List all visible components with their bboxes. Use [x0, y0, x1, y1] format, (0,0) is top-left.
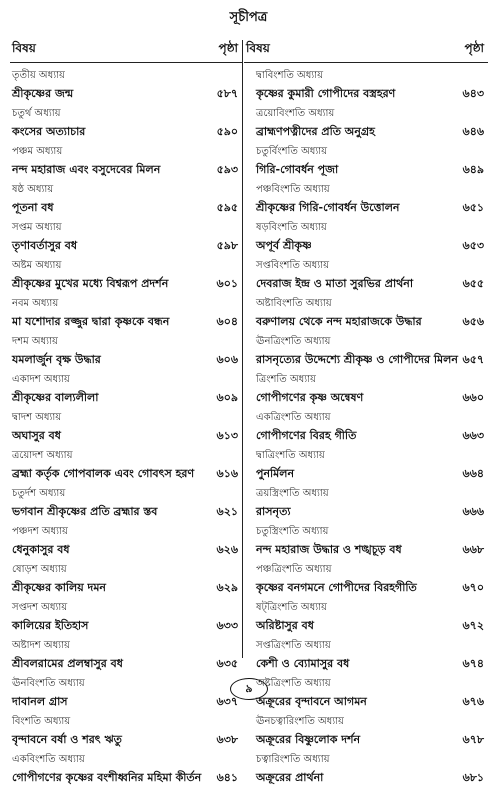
- entry-page-number: ৬৪৬: [462, 125, 484, 138]
- entry-row: [10, 236, 242, 255]
- chapter-label: অষ্টত্রিংশতি অধ্যায়: [256, 678, 331, 689]
- toc-left-entries: [10, 67, 242, 789]
- toc-entry: [244, 751, 488, 789]
- entry-row: [244, 502, 488, 521]
- entry-row: [244, 388, 488, 407]
- toc-entry: [10, 637, 242, 675]
- entry-page-number: ৬৭৮: [462, 733, 484, 746]
- entry-page-number: ৫৯৩: [216, 163, 238, 176]
- entry-page-number: ৬৪৯: [462, 163, 484, 176]
- chapter-label: অষ্টাবিংশতি অধ্যায়: [256, 298, 332, 309]
- toc-header-left: [10, 40, 242, 63]
- page-heading: পৃষ্ঠা: [218, 41, 238, 55]
- toc-entry: [244, 143, 488, 181]
- entry-row: [244, 426, 488, 445]
- toc-entry: [244, 561, 488, 599]
- entry-page-number: ৬৩৫: [216, 657, 238, 670]
- entry-page-number: ৬৬৬: [462, 505, 484, 518]
- entry-title: শ্রীকৃষ্ণের বাল্যলীলা: [12, 391, 99, 404]
- toc-entry: [10, 181, 242, 219]
- toc-entry: [10, 523, 242, 561]
- entry-row: [244, 540, 488, 559]
- entry-page-number: ৬৫৭: [462, 353, 484, 366]
- entry-row: [10, 502, 242, 521]
- toc-entry: [10, 485, 242, 523]
- entry-title: অক্রূরের বৃন্দাবনে আগমন: [256, 695, 367, 708]
- chapter-label: ঊনচত্বারিংশতি অধ্যায়: [256, 716, 344, 727]
- entry-row: [10, 426, 242, 445]
- entry-row: [244, 654, 488, 673]
- toc-entry: [10, 105, 242, 143]
- chapter-label: চত্বারিংশতি অধ্যায়: [256, 754, 330, 765]
- chapter-label: নবম অধ্যায়: [12, 298, 59, 309]
- chapter-label: সপ্তত্রিংশতি অধ্যায়: [256, 640, 331, 651]
- chapter-label: বিংশতি অধ্যায়: [12, 716, 71, 727]
- entry-page-number: ৬৭২: [462, 619, 484, 632]
- toc-entry: [10, 675, 242, 713]
- entry-row: [244, 692, 488, 711]
- entry-title: গিরি-গোবর্ধন পূজা: [256, 163, 339, 176]
- toc-entry: [244, 713, 488, 751]
- entry-title: তৃণাবর্তাসুর বধ: [12, 239, 78, 252]
- toc-right-column: [244, 40, 488, 789]
- toc-entry: [244, 409, 488, 447]
- entry-title: শ্রীকৃষ্ণের মুখের মধ্যে বিশ্বরূপ প্রদর্শন: [12, 277, 169, 290]
- entry-row: [10, 578, 242, 597]
- entry-page-number: ৬৫১: [462, 201, 484, 214]
- entry-page-number: ৫৯৫: [216, 201, 238, 214]
- chapter-label: পঞ্চদশ অধ্যায়: [12, 526, 68, 537]
- entry-title: শ্রীকৃষ্ণের কালিয় দমন: [12, 581, 106, 594]
- entry-row: [10, 198, 242, 217]
- chapter-label: ত্রয়োদশ অধ্যায়: [12, 450, 73, 461]
- entry-page-number: ৬৬৮: [462, 543, 484, 556]
- chapter-label: অষ্টাদশ অধ্যায়: [12, 640, 70, 651]
- entry-title: কৃষ্ণের কুমারী গোপীদের বস্ত্রহরণ: [256, 87, 396, 100]
- chapter-label: সপ্তদশ অধ্যায়: [12, 602, 68, 613]
- entry-row: [10, 768, 242, 787]
- entry-title: যমলার্জুন বৃক্ষ উদ্ধার: [12, 353, 101, 366]
- entry-row: [10, 388, 242, 407]
- entry-page-number: ৬০৯: [216, 391, 238, 404]
- entry-title: গোপীগণের কৃষ্ণ অন্বেষণ: [256, 391, 364, 404]
- entry-row: [244, 198, 488, 217]
- toc-entry: [10, 257, 242, 295]
- chapter-label: ঊনবিংশতি অধ্যায়: [12, 678, 85, 689]
- entry-title: রাসনৃত্য: [256, 505, 291, 518]
- chapter-label: ষট্‌ত্রিংশতি অধ্যায়: [256, 602, 327, 613]
- entry-title: কেশী ও ব্যোমাসুর বধ: [256, 657, 350, 670]
- toc-entry: [244, 675, 488, 713]
- entry-title: অরিষ্টাসুর বধ: [256, 619, 314, 632]
- entry-page-number: ৬৬০: [462, 391, 484, 404]
- chapter-label: একবিংশতি অধ্যায়: [12, 754, 85, 765]
- entry-title: শ্রীকৃষ্ণের জন্ম: [12, 87, 74, 100]
- entry-row: [244, 236, 488, 255]
- entry-page-number: ৬৪৩: [462, 87, 484, 100]
- entry-title: কালিয়ের ইতিহাস: [12, 619, 89, 632]
- entry-title: দেবরাজ ইন্দ্র ও মাতা সুরভির প্রার্থনা: [256, 277, 414, 290]
- entry-row: [10, 692, 242, 711]
- column-divider: [242, 40, 243, 658]
- chapter-label: ষড়বিংশতি অধ্যায়: [256, 222, 327, 233]
- chapter-label: চতুর্বিংশতি অধ্যায়: [256, 146, 328, 157]
- chapter-label: ত্রয়স্ত্রিংশতি অধ্যায়: [256, 488, 329, 499]
- toc-entry: [10, 295, 242, 333]
- entry-row: [10, 350, 242, 369]
- entry-title: অক্রূরের প্রার্থনা: [256, 771, 324, 784]
- toc-entry: [244, 257, 488, 295]
- toc-right-entries: [244, 67, 488, 789]
- entry-page-number: ৫৮৭: [216, 87, 238, 100]
- toc-entry: [244, 219, 488, 257]
- entry-title: পুনর্মিলন: [256, 467, 295, 480]
- entry-row: [10, 84, 242, 103]
- entry-title: গোপীগণের বিরহ গীতি: [256, 429, 357, 442]
- chapter-label: দ্বাবিংশতি অধ্যায়: [256, 70, 323, 81]
- entry-title: পূতনা বধ: [12, 201, 54, 214]
- subject-heading: বিষয়: [246, 41, 270, 55]
- chapter-label: তৃতীয় অধ্যায়: [12, 70, 65, 81]
- chapter-label: সপ্তবিংশতি অধ্যায়: [256, 260, 329, 271]
- entry-page-number: ৬০৪: [216, 315, 238, 328]
- toc-entry: [244, 67, 488, 105]
- entry-title: অপূর্ব শ্রীকৃষ্ণ: [256, 239, 312, 252]
- chapter-label: ষোড়শ অধ্যায়: [12, 564, 67, 575]
- toc-header-right: [244, 40, 488, 63]
- toc-entry: [244, 637, 488, 675]
- chapter-label: ঊনত্রিংশতি অধ্যায়: [256, 336, 331, 347]
- entry-title: অক্রূরের বিষ্ণুলোক দর্শন: [256, 733, 361, 746]
- entry-page-number: ৬১৩: [216, 429, 238, 442]
- toc-entry: [244, 181, 488, 219]
- entry-page-number: ৬৭৬: [462, 695, 484, 708]
- toc-entry: [244, 447, 488, 485]
- toc-entry: [10, 561, 242, 599]
- entry-row: [10, 540, 242, 559]
- entry-row: [244, 768, 488, 787]
- entry-page-number: ৬৬৪: [462, 467, 484, 480]
- chapter-label: ত্রিংশতি অধ্যায়: [256, 374, 316, 385]
- entry-page-number: ৬২৯: [216, 581, 238, 594]
- chapter-label: একত্রিংশতি অধ্যায়: [256, 412, 331, 423]
- entry-page-number: ৬৭০: [462, 581, 484, 594]
- chapter-label: পঞ্চম অধ্যায়: [12, 146, 63, 157]
- toc-entry: [244, 523, 488, 561]
- page-title: সূচীপত্র: [229, 10, 268, 25]
- entry-page-number: ৬৫৬: [462, 315, 484, 328]
- entry-row: [244, 122, 488, 141]
- entry-title: ধেনুকাসুর বধ: [12, 543, 70, 556]
- toc-entry: [10, 599, 242, 637]
- chapter-label: একাদশ অধ্যায়: [12, 374, 70, 385]
- toc-entry: [10, 219, 242, 257]
- chapter-label: দ্বাদশ অধ্যায়: [12, 412, 62, 423]
- chapter-label: সপ্তম অধ্যায়: [12, 222, 62, 233]
- chapter-label: ত্রয়োবিংশতি অধ্যায়: [256, 108, 335, 119]
- toc-entry: [244, 333, 488, 371]
- chapter-label: চতুস্ত্রিংশতি অধ্যায়: [256, 526, 329, 537]
- entry-title: কৃষ্ণের বনগমনে গোপীদের বিরহগীতি: [256, 581, 417, 594]
- entry-title: দাবানল গ্রাস: [12, 695, 68, 708]
- entry-title: ব্রহ্মা কর্তৃক গোপবালক এবং গোবৎস হরণ: [12, 467, 195, 480]
- entry-page-number: ৬৩৭: [216, 695, 238, 708]
- entry-row: [244, 350, 488, 369]
- entry-row: [244, 578, 488, 597]
- entry-row: [244, 616, 488, 635]
- entry-row: [10, 122, 242, 141]
- entry-title: শ্রীকৃষ্ণের গিরি-গোবর্ধন উত্তোলন: [256, 201, 400, 214]
- entry-row: [10, 312, 242, 331]
- entry-row: [10, 160, 242, 179]
- chapter-label: চতুর্দশ অধ্যায়: [12, 488, 66, 499]
- entry-row: [244, 274, 488, 293]
- entry-row: [10, 616, 242, 635]
- entry-page-number: ৬৮১: [462, 771, 484, 784]
- chapter-label: পঞ্চত্রিংশতি অধ্যায়: [256, 564, 332, 575]
- entry-row: [10, 654, 242, 673]
- entry-page-number: ৫৯০: [216, 125, 238, 138]
- entry-page-number: ৬৫৫: [462, 277, 484, 290]
- chapter-label: পঞ্চবিংশতি অধ্যায়: [256, 184, 330, 195]
- entry-page-number: ৬০৬: [216, 353, 238, 366]
- toc-entry: [244, 105, 488, 143]
- entry-page-number: ৬৬৩: [462, 429, 484, 442]
- entry-page-number: ৫৯৮: [216, 239, 238, 252]
- entry-row: [10, 730, 242, 749]
- entry-page-number: ৬৩৩: [216, 619, 238, 632]
- entry-row: [244, 160, 488, 179]
- entry-title: বরুণালয় থেকে নন্দ মহারাজকে উদ্ধার: [256, 315, 422, 328]
- entry-page-number: ৬০১: [216, 277, 238, 290]
- toc-entry: [10, 67, 242, 105]
- entry-title: শ্রীবলরামের প্রলম্বাসুর বধ: [12, 657, 123, 670]
- entry-row: [244, 730, 488, 749]
- chapter-label: দ্বাত্রিংশতি অধ্যায়: [256, 450, 325, 461]
- entry-page-number: ৬৪১: [216, 771, 238, 784]
- toc-entry: [10, 333, 242, 371]
- entry-row: [10, 274, 242, 293]
- toc-entry: [10, 751, 242, 789]
- entry-page-number: ৬১৬: [216, 467, 238, 480]
- chapter-label: চতুর্থ অধ্যায়: [12, 108, 61, 119]
- entry-row: [244, 312, 488, 331]
- toc-entry: [10, 713, 242, 751]
- entry-row: [244, 84, 488, 103]
- entry-page-number: ৬৭৪: [462, 657, 484, 670]
- entry-page-number: ৬২৬: [216, 543, 238, 556]
- entry-title: কংসের অত্যাচার: [12, 125, 86, 138]
- toc-entry: [10, 143, 242, 181]
- entry-title: ব্রাহ্মণপত্নীদের প্রতি অনুগ্রহ: [256, 125, 375, 138]
- entry-title: অঘাসুর বধ: [12, 429, 61, 442]
- chapter-label: অষ্টম অধ্যায়: [12, 260, 62, 271]
- page-number: ৯: [230, 678, 268, 700]
- entry-title: নন্দ মহারাজ উদ্ধার ও শঙ্খচূড় বধ: [256, 543, 402, 556]
- toc-entry: [10, 409, 242, 447]
- page-heading: পৃষ্ঠা: [464, 41, 484, 55]
- entry-title: রাসনৃত্যের উদ্দেশ্যে শ্রীকৃষ্ণ ও গোপীদের মিলন: [256, 353, 458, 366]
- toc-entry: [244, 485, 488, 523]
- entry-page-number: ৬৫৩: [462, 239, 484, 252]
- entry-title: বৃন্দাবনে বর্ষা ও শরৎ ঋতু: [12, 733, 122, 746]
- entry-title: ভগবান শ্রীকৃষ্ণের প্রতি ব্রহ্মার স্তব: [12, 505, 158, 518]
- toc-left-column: [10, 40, 242, 789]
- entry-page-number: ৬৩৮: [216, 733, 238, 746]
- chapter-label: দশম অধ্যায়: [12, 336, 58, 347]
- entry-title: নন্দ মহারাজ এবং বসুদেবের মিলন: [12, 163, 161, 176]
- entry-title: গোপীগণের কৃষ্ণের বংশীধ্বনির মহিমা কীর্তন: [12, 771, 202, 784]
- subject-heading: বিষয়: [12, 41, 36, 55]
- toc-entry: [244, 295, 488, 333]
- entry-page-number: ৬২১: [216, 505, 238, 518]
- toc-entry: [10, 447, 242, 485]
- chapter-label: ষষ্ঠ অধ্যায়: [12, 184, 54, 195]
- entry-row: [244, 464, 488, 483]
- toc-entry: [244, 599, 488, 637]
- toc-entry: [10, 371, 242, 409]
- entry-row: [10, 464, 242, 483]
- toc-entry: [244, 371, 488, 409]
- entry-title: মা যশোদার রজ্জুর দ্বারা কৃষ্ণকে বন্ধন: [12, 315, 170, 328]
